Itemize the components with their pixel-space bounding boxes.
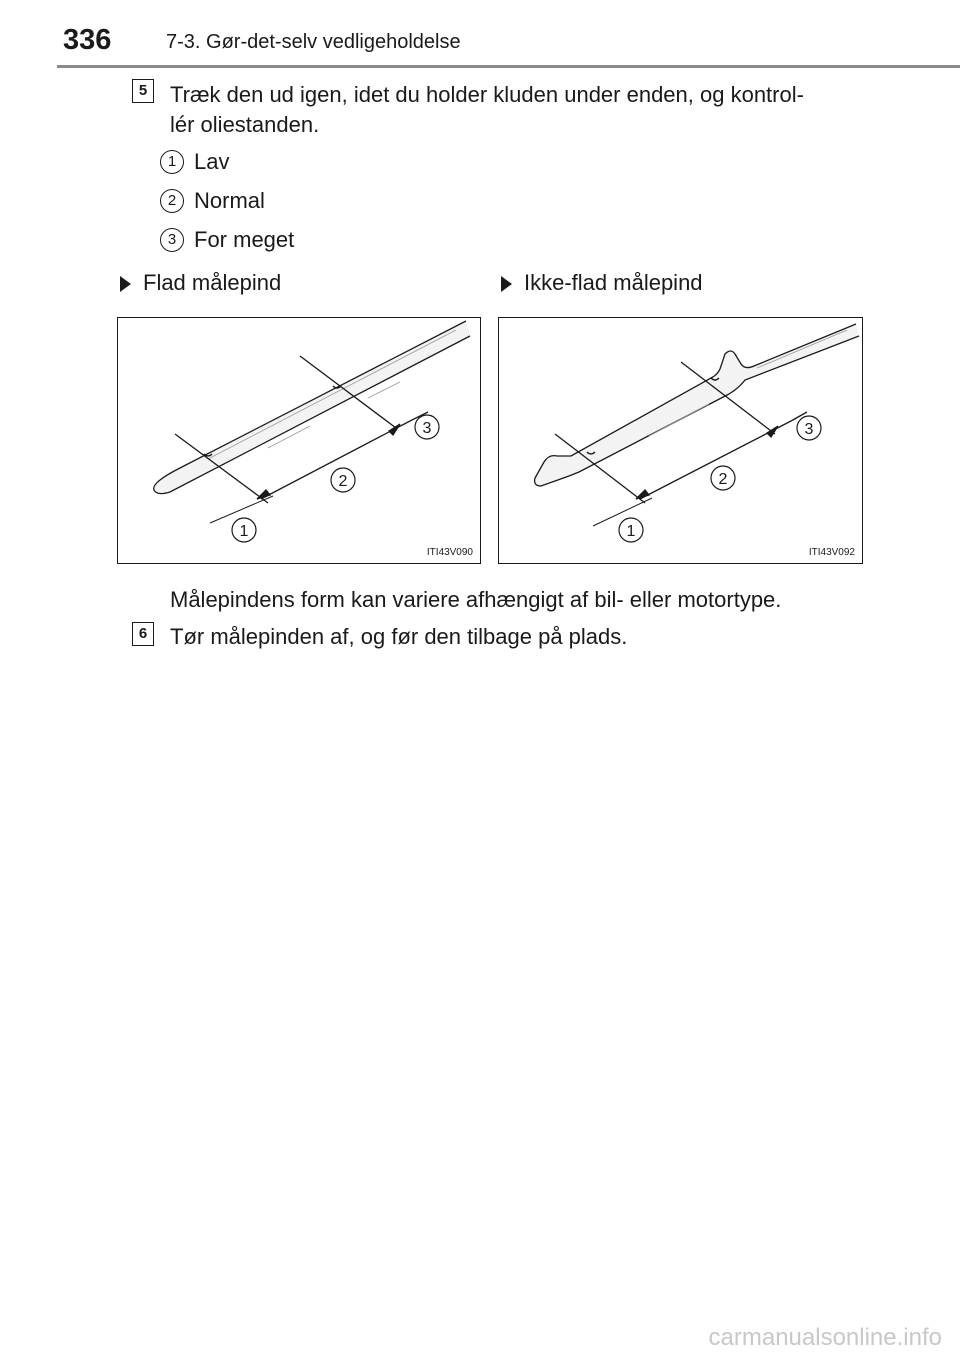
nonflat-dipstick-illustration [499,318,862,563]
callout-1: 1 [626,523,636,540]
callout-1: 1 [239,523,249,540]
item-1-label: Lav [194,149,230,174]
item-2-label: Normal [194,188,265,213]
step-5-text-line2: lér oliestanden. [170,112,320,137]
triangle-bullet-icon [501,276,512,292]
item-3-label: For meget [194,227,295,252]
step-5-text-line1: Træk den ud igen, idet du holder kluden under enden, og kontrol- [170,82,804,107]
step-5-badge: 5 [132,79,154,103]
section-title: 7-3. Gør-det-selv vedligeholdelse [166,31,461,53]
callout-2: 2 [338,473,348,490]
flat-dipstick-figure [117,317,481,564]
header-rule [57,65,960,68]
shape-note: Målepindens form kan variere afhængigt af bil- eller motortype. [170,587,782,612]
item-1-number: 1 [160,150,184,174]
callout-2: 2 [718,471,728,488]
flat-dipstick-label: Flad målepind [143,270,282,295]
callout-3: 3 [422,420,432,437]
item-3-number: 3 [160,228,184,252]
nonflat-dipstick-figure [498,317,863,564]
figure-code: ITI43V090 [426,547,473,558]
flat-dipstick-illustration [118,318,480,563]
figure-code: ITI43V092 [808,547,855,558]
watermark: carmanualsonline.info [708,1324,942,1351]
step-6-text: Tør målepinden af, og før den tilbage på plads. [170,624,628,649]
nonflat-dipstick-label: Ikke-flad målepind [524,270,703,295]
step-6-badge: 6 [132,622,154,646]
callout-3: 3 [804,421,814,438]
page-header [0,0,960,72]
triangle-bullet-icon [120,276,131,292]
page-number: 336 [63,24,112,56]
item-2-number: 2 [160,189,184,213]
